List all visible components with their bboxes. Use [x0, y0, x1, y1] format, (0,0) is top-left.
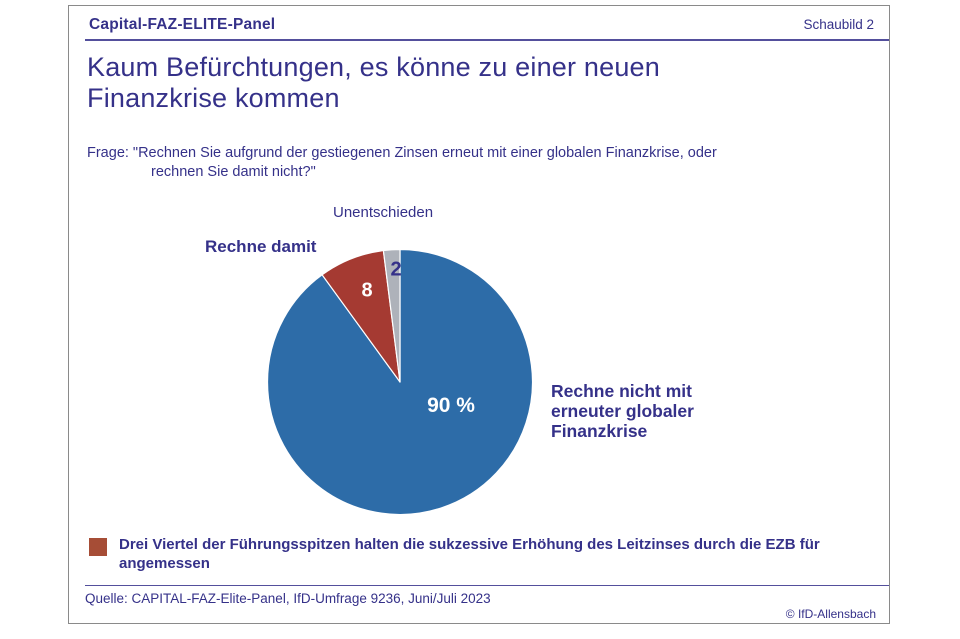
slide-number-label: Schaubild 2 — [803, 17, 874, 32]
pie-value-90: 90 % — [427, 394, 475, 417]
note-bullet-square — [89, 538, 107, 556]
finding-note-line2: angemessen — [119, 555, 210, 572]
pie-value-2: 2 — [390, 258, 402, 281]
pie-chart — [266, 248, 534, 516]
source-line: Quelle: CAPITAL-FAZ-Elite-Panel, IfD-Umfrage 9236, Juni/Juli 2023 — [85, 591, 491, 606]
finding-note — [89, 535, 873, 573]
finding-note-text — [89, 535, 873, 573]
page-title-line2: Finanzkrise kommen — [87, 83, 340, 113]
page-title — [87, 52, 660, 114]
copyright-label: © IfD-Allensbach — [785, 607, 876, 621]
survey-question-line1: Frage: "Rechnen Sie aufgrund der gestiegenen Zinsen erneut mit einer globalen Finanzkrise, oder — [87, 145, 717, 161]
page-title-line1: Kaum Befürchtungen, es könne zu einer neuen — [87, 52, 660, 82]
finding-note-line1: Drei Viertel der Führungsspitzen halten die sukzessive Erhöhung des Leitzinses durch die EZB für — [119, 536, 820, 553]
survey-question — [87, 144, 717, 182]
pie-label-rechne-nicht: Rechne nicht mit erneuter globaler Finanzkrise — [551, 381, 694, 441]
pie-label-rechne-damit: Rechne damit — [205, 237, 317, 256]
slide-frame — [68, 5, 890, 624]
pie-label-unentschieden: Unentschieden — [333, 204, 434, 221]
pie-value-8: 8 — [361, 279, 373, 302]
survey-question-line2: rechnen Sie damit nicht?" — [151, 164, 316, 180]
footer-divider — [85, 585, 889, 586]
panel-brand-title: Capital-FAZ-ELITE-Panel — [89, 16, 276, 33]
header-divider — [85, 39, 889, 41]
